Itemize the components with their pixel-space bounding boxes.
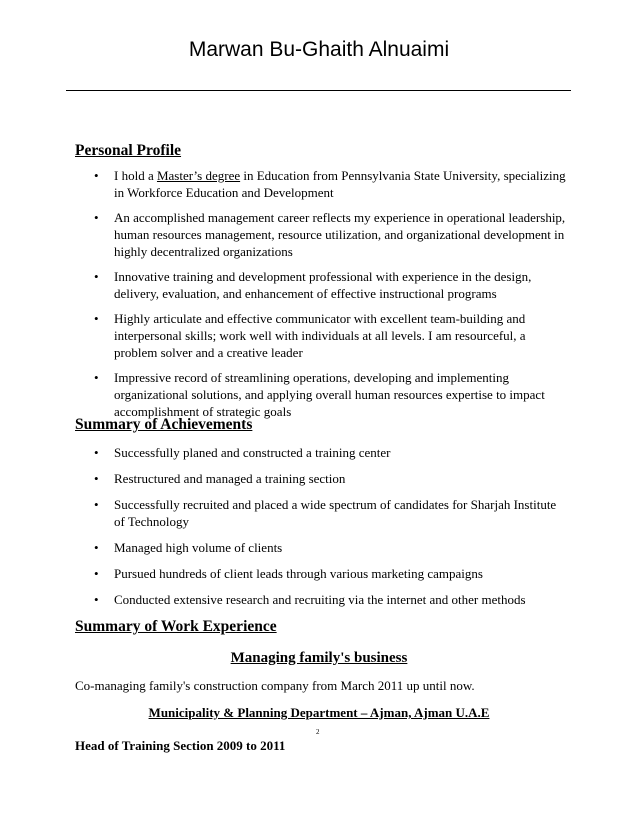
- list-item: [0, 591, 568, 608]
- bullet-icon: •: [94, 168, 99, 183]
- list-item: [0, 565, 568, 582]
- personal-profile-heading: Personal Profile: [75, 142, 182, 159]
- bullet-icon: •: [94, 497, 99, 512]
- achievements-heading: Summary of Achievements: [75, 416, 253, 433]
- bullet-icon: •: [94, 540, 99, 555]
- list-item-text: Successfully planed and constructed a training center: [114, 445, 391, 460]
- list-item: [0, 369, 568, 420]
- bullet-icon: •: [94, 269, 99, 284]
- family-business-heading: Managing family's business: [230, 650, 408, 666]
- list-item: [0, 444, 568, 461]
- list-item-text: Highly articulate and effective communicator with excellent team-building and interpersonal skills; work well with individuals at all levels. I am resourceful, a problem solver and a creative leader: [114, 311, 526, 360]
- masters-degree-link[interactable]: Master’s degree: [156, 168, 241, 183]
- title-divider: [66, 90, 571, 91]
- list-item: [0, 268, 568, 302]
- list-item-text: in Education from Pennsylvania State University, specializing in Workforce Education and Development: [114, 168, 566, 200]
- family-business-description: Co-managing family's construction company from March 2011 up until now.: [75, 678, 475, 693]
- list-item-text: An accomplished management career reflects my experience in operational leadership, human resources management, resource utilization, and organizational development in highly decentralized organizations: [114, 210, 566, 259]
- list-item-text: Innovative training and development professional with experience in the design, delivery, evaluation, and enhancement of effective instructional programs: [114, 269, 532, 301]
- list-item: [0, 496, 568, 530]
- resume-name: Marwan Bu-Ghaith Alnuaimi: [188, 38, 450, 61]
- list-item: [0, 167, 568, 201]
- personal-profile-list: [0, 167, 568, 420]
- bullet-icon: •: [94, 592, 99, 607]
- work-experience-heading: Summary of Work Experience: [75, 618, 277, 635]
- page-number: 2: [316, 728, 320, 736]
- bullet-icon: •: [94, 370, 99, 385]
- bullet-icon: •: [94, 566, 99, 581]
- list-item-text: Conducted extensive research and recruiting via the internet and other methods: [114, 592, 526, 607]
- position-title: Head of Training Section 2009 to 2011: [75, 738, 286, 753]
- list-item-text: Pursued hundreds of client leads through various marketing campaigns: [114, 566, 483, 581]
- list-item: [0, 470, 568, 487]
- list-item-text: Successfully recruited and placed a wide spectrum of candidates for Sharjah Institute of Technology: [114, 497, 557, 529]
- bullet-icon: •: [94, 471, 99, 486]
- list-item: [0, 310, 568, 361]
- list-item-text: I hold a: [114, 168, 157, 183]
- list-item: [0, 209, 568, 260]
- list-item: [0, 539, 568, 556]
- list-item-text: Managed high volume of clients: [114, 540, 283, 555]
- bullet-icon: •: [94, 445, 99, 460]
- employer-heading: Municipality & Planning Department – Ajman, Ajman U.A.E: [148, 705, 490, 720]
- achievements-list: [0, 444, 568, 608]
- bullet-icon: •: [94, 311, 99, 326]
- bullet-icon: •: [94, 210, 99, 225]
- list-item-text: Restructured and managed a training section: [114, 471, 346, 486]
- list-item-text: Impressive record of streamlining operations, developing and implementing organizational solutions, and applying overall human resources expertise to impact accomplishment of strategic goals: [114, 370, 545, 419]
